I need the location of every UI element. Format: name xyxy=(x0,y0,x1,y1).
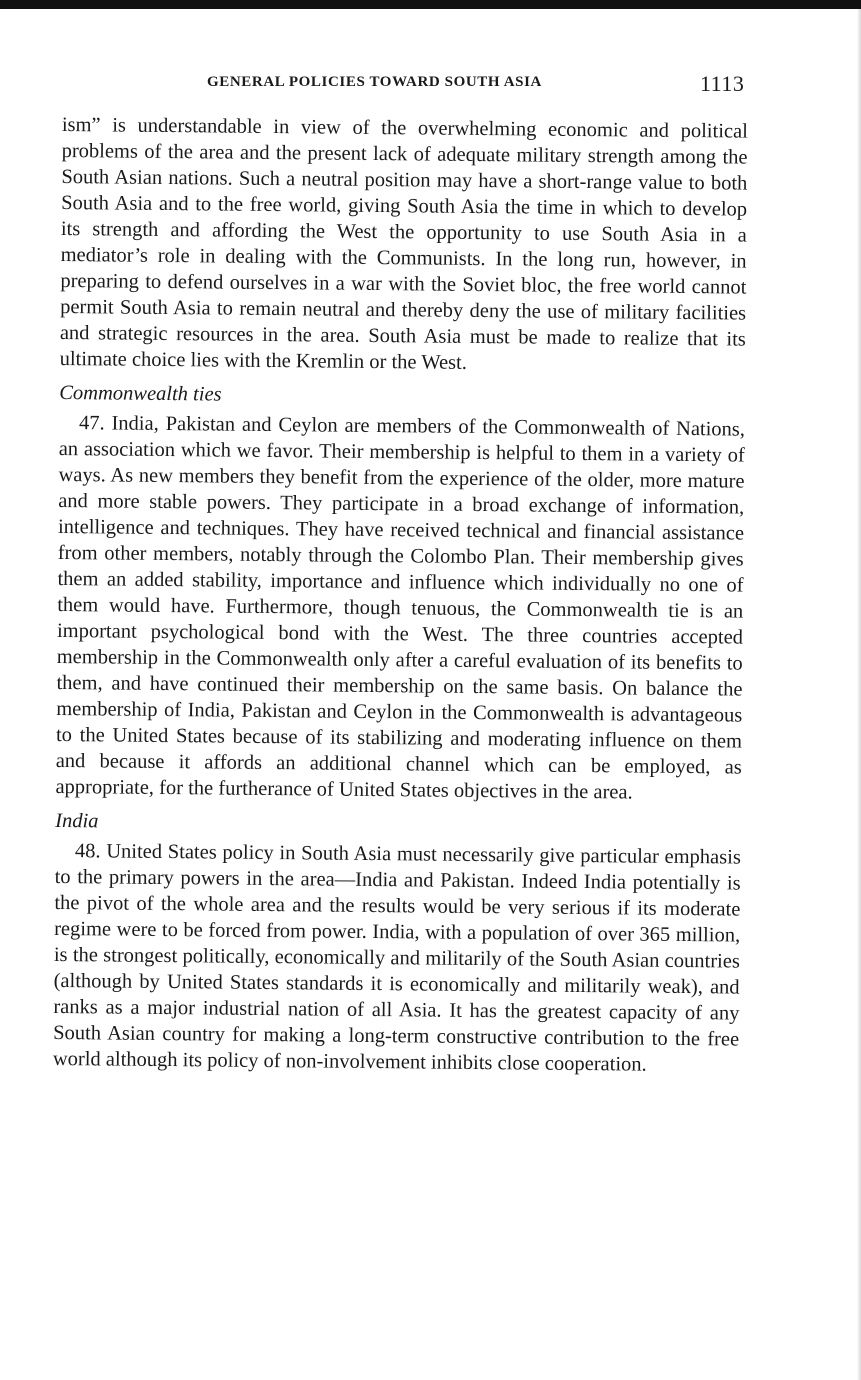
page-number: 1113 xyxy=(700,71,745,96)
scan-top-border xyxy=(0,0,861,9)
running-head: GENERAL POLICIES TOWARD SOUTH ASIA xyxy=(207,74,542,90)
section-heading-commonwealth-ties: Commonwealth ties xyxy=(59,381,222,406)
paragraph-47: 47. India, Pakistan and Ceylon are members of the Commonwealth of Nations, an association which we favor. Their membership is helpful to them in a variety of ways. As new members they benefit from the experience of the older, more mature and more stable powers. They participate in a broad exchange of information, intelligence and techniques. They have received technical and financial assistance from other members, notably through the Colombo Plan. Their membership gives them an added stability, importance and influence which individually no one of them would have. Furthermore, though tenuous, the Commonwealth tie is an important psychological bond with the West. The three countries accepted membership in the Commonwealth only after a careful evaluation of its benefits to them, and have continued their membership on the same basis. On balance the membership of India, Pakistan and Ceylon in the Commonwealth is advantageous to the United States because of its stabilizing and moderating influence on them and because it affords an additional channel which can be employed, as appropriate, for the furtherance of United States objectives in the area. xyxy=(55,412,746,804)
paragraph-48: 48. United States policy in South Asia must necessarily give particular emphasis to the primary powers in the area—India and Pakistan. Indeed India potentially is the pivot of the whole area and the results would be very serious if its moderate regime were to be forced from power. India, with a population of over 365 million, is the strongest politically, economically and militarily of the South Asian countries (although by United States standards it is economically and militarily weak), and ranks as a major industrial nation of all Asia. It has the greatest capacity of any South Asian country for making a long-term constructive contribution to the free world although its policy of non-involvement inhibits close cooperation. xyxy=(52,840,741,1076)
section-heading-india: India xyxy=(55,809,99,833)
page-header xyxy=(0,66,861,106)
paragraph-continuation: ism” is understandable in view of the overwhelming economic and political problems of the area and the present lack of adequate military strength among the South Asian nations. Such a neutral position may have a short-range value to both South Asia and to the free world, giving South Asia the time in which to develop its strength and affording the West the opportunity to use South Asia in a mediator’s role in dealing with the Communists. In the long run, however, in preparing to defend ourselves in a war with the Soviet bloc, the free world cannot permit South Asia to remain neutral and thereby deny the use of military facilities and strategic resources in the area. South Asia must be made to realize that its ultimate choice lies with the Kremlin or the West. xyxy=(59,113,748,374)
scan-right-edge xyxy=(857,9,861,1380)
page-body xyxy=(50,112,747,1319)
